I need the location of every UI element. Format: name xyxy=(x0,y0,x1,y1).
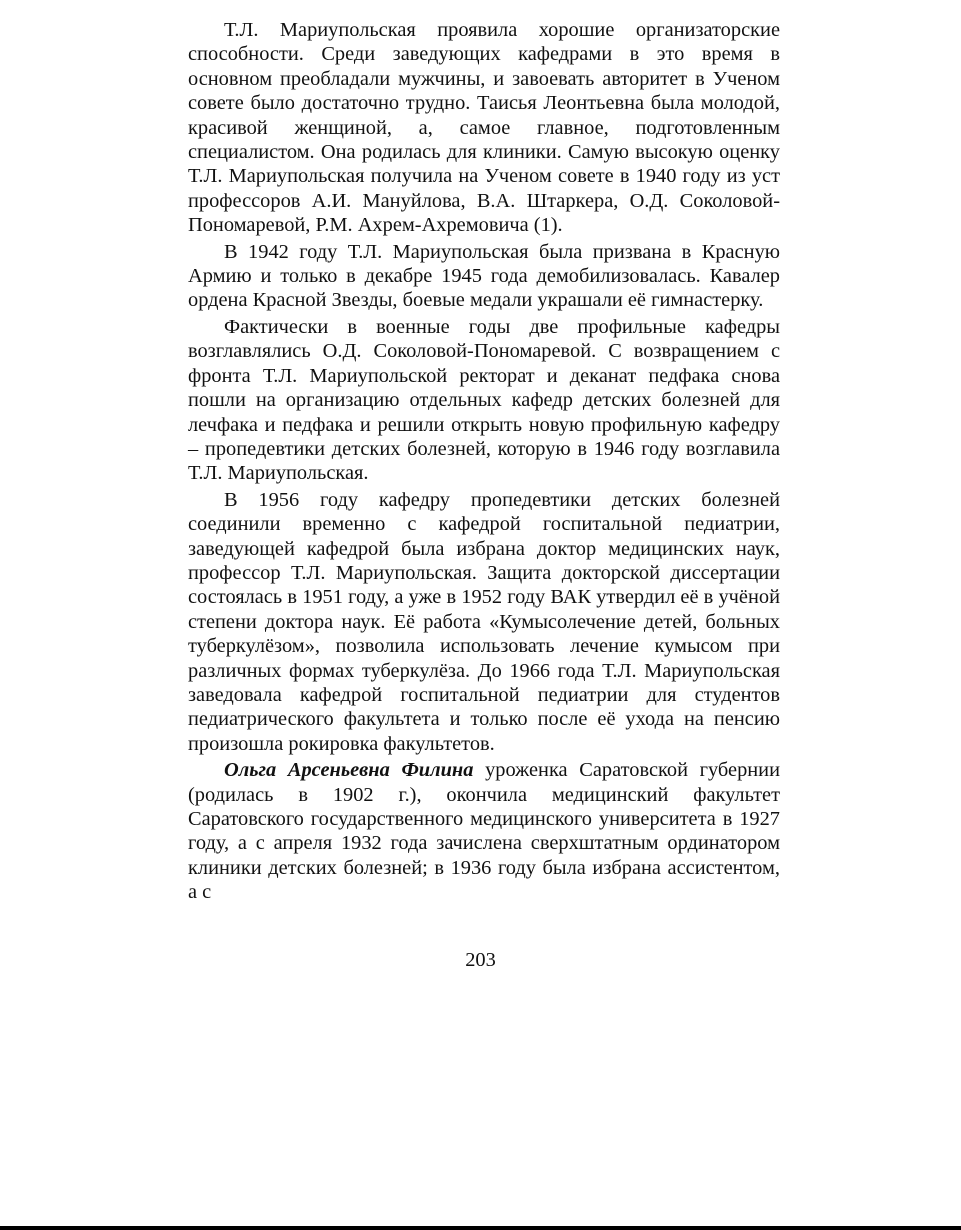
page-body xyxy=(188,18,780,905)
paragraph-5-text: уроженка Саратовской губернии (родилась в 1902 г.), окончила медицинский факультет Саратовского государственного медицинского университета в 1927 году, а с апреля 1932 года зачислена сверхштатным ординатором клиники детских болезней; в 1936 году была избрана ассистентом, а с xyxy=(188,759,780,904)
scan-edge-line xyxy=(0,1226,961,1230)
paragraph-2: В 1942 году Т.Л. Мариупольская была призвана в Красную Армию и только в декабре 1945 года демобилизовалась. Кавалер ордена Красной Звезды, боевые медали украшали её гимнастерку. xyxy=(188,240,780,312)
paragraph-5 xyxy=(188,758,780,904)
person-name: Ольга Арсеньевна Филина xyxy=(224,759,474,782)
paragraph-1: Т.Л. Мариупольская проявила хорошие организаторские способности. Среди заведующих кафедрами в это время в основном преобладали мужчины, и завоевать авторитет в Ученом совете было достаточно трудно. Таисья Леонтьевна была молодой, красивой женщиной, а, самое главное, подготовленным специалистом. Она родилась для клиники. Самую высокую оценку Т.Л. Мариупольская получила на Ученом совете в 1940 году из уст профессоров А.И. Мануйлова, В.А. Штаркера, О.Д. Соколовой-Пономаревой, Р.М. Ахрем-Ахремовича (1). xyxy=(188,19,780,237)
page-number: 203 xyxy=(465,949,496,971)
paragraph-3: Фактически в военные годы две профильные кафедры возглавлялись О.Д. Соколовой-Пономаревой. С возвращением с фронта Т.Л. Мариупольской ректорат и деканат педфака снова пошли на организацию отдельных кафедр детских болезней для лечфака и педфака и решили открыть новую профильную кафедру – пропедевтики детских болезней, которую в 1946 году возглавила Т.Л. Мариупольская. xyxy=(188,315,780,485)
paragraph-4: В 1956 году кафедру пропедевтики детских болезней соединили временно с кафедрой госпитальной педиатрии, заведующей кафедрой была избрана доктор медицинских наук, профессор Т.Л. Мариупольская. Защита докторской диссертации состоялась в 1951 году, а уже в 1952 году ВАК утвердил её в учёной степени доктора наук. Её работа «Кумысолечение детей, больных туберкулёзом», позволила использовать лечение кумысом при различных формах туберкулёза. До 1966 года Т.Л. Мариупольская заведовала кафедрой госпитальной педиатрии для студентов педиатрического факультета и только после её ухода на пенсию произошла рокировка факультетов. xyxy=(188,488,780,755)
